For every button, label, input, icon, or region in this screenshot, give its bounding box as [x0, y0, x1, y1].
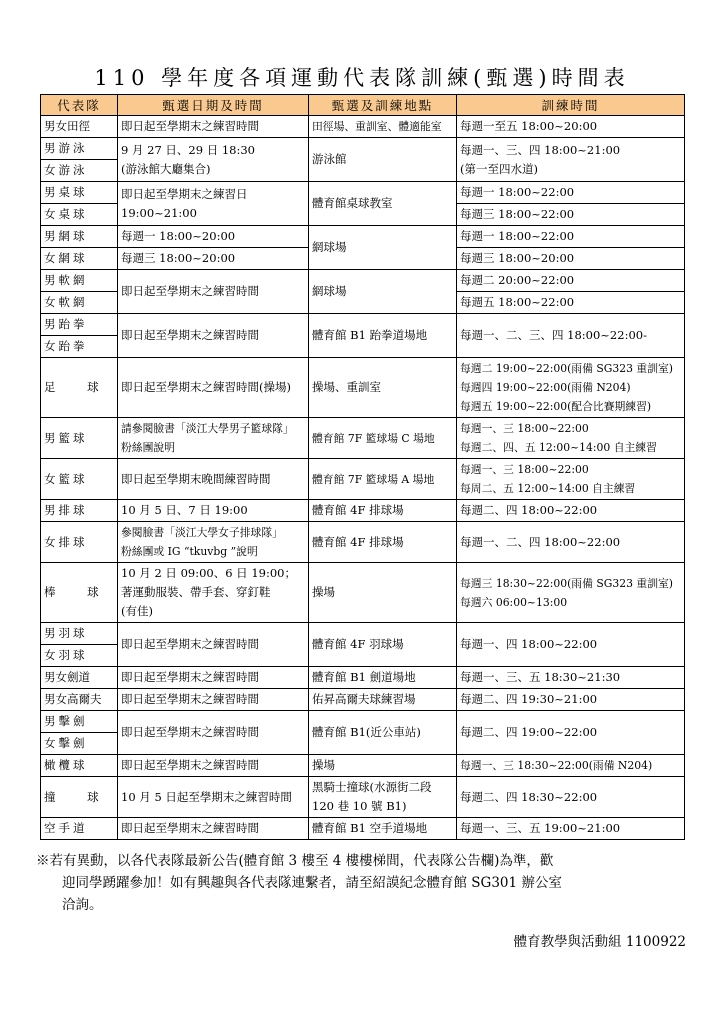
header-location: 甄選及訓練地點 — [309, 95, 457, 116]
team-cell: 男跆拳 — [41, 314, 118, 336]
date-cell: 即日起至學期末之練習時間 — [118, 689, 309, 711]
team-cell: 女排球 — [41, 522, 118, 563]
document-title: 110 學年度各項運動代表隊訓練(甄選)時間表 — [94, 66, 630, 90]
team-cell: 棒 球 — [41, 563, 118, 623]
place-cell: 田徑場、重訓室、體適能室 — [309, 116, 457, 138]
team-cell: 男桌球 — [41, 182, 118, 204]
time-cell: 每週二、四 19:30~21:00 — [457, 689, 685, 711]
date-line: 粉絲團或 IG “tkuvbg ”說明 — [121, 545, 258, 558]
place-cell: 體育館 B1 跆拳道場地 — [309, 314, 457, 358]
time-cell — [457, 563, 685, 623]
schedule-table — [40, 94, 685, 840]
date-line: 即日起至學期末之練習日 — [121, 186, 248, 201]
time-cell: 每週一、三、五 19:00~21:00 — [457, 818, 685, 840]
time-line: (第一至四水道) — [460, 161, 538, 176]
table-row — [41, 711, 685, 733]
date-cell: 即日起至學期末之練習時間 — [118, 623, 309, 667]
team-cell: 男籃球 — [41, 418, 118, 459]
time-line: 每週一、三 18:00~22:00 — [460, 463, 589, 476]
date-cell: 10 月 5 日起至學期末之練習時間 — [118, 777, 309, 818]
time-line: 每週二、四、五 12:00~14:00 自主練習 — [460, 441, 657, 454]
team-cell: 女籃球 — [41, 459, 118, 500]
date-cell: 即日起至學期末之練習時間 — [118, 116, 309, 138]
team-cell: 男羽球 — [41, 623, 118, 645]
time-line: 每週五 19:00~22:00(配合比賽期練習) — [460, 400, 652, 413]
date-cell: 即日起至學期末之練習時間 — [118, 314, 309, 358]
time-line: 每週四 19:00~22:00(雨備 N204) — [460, 381, 631, 394]
date-line: (有佳) — [121, 604, 153, 618]
table-row — [41, 270, 685, 292]
table-row — [41, 182, 685, 204]
time-cell: 每週一、二、四 18:00~22:00 — [457, 522, 685, 563]
team-cell: 男軟網 — [41, 270, 118, 292]
place-cell: 體育館 4F 排球場 — [309, 500, 457, 522]
time-cell: 每週三 18:00~20:00 — [457, 248, 685, 270]
footnote-line: 洽詢。 — [62, 897, 103, 913]
place-cell: 游泳館 — [309, 138, 457, 182]
header-training-time: 訓練時間 — [457, 95, 685, 116]
time-cell — [457, 138, 685, 182]
time-cell: 每週五 18:00~22:00 — [457, 292, 685, 314]
table-row — [41, 563, 685, 623]
header-selection-date: 甄選日期及時間 — [118, 95, 309, 116]
time-line: 每週三 18:30~22:00(雨備 SG323 重訓室) — [460, 576, 674, 590]
place-cell: 佑昇高爾夫球練習場 — [309, 689, 457, 711]
time-cell: 每週一、三 18:30~22:00(雨備 N204) — [457, 755, 685, 777]
header-team: 代表隊 — [41, 95, 118, 116]
place-cell: 操場、重訓室 — [309, 358, 457, 418]
date-cell: 即日起至學期末之練習時間 — [118, 755, 309, 777]
table-row — [41, 500, 685, 522]
time-line: 每周二、五 12:00~14:00 自主練習 — [460, 482, 636, 495]
table-row — [41, 755, 685, 777]
team-cell: 男排球 — [41, 500, 118, 522]
date-cell — [118, 138, 309, 182]
time-line: 每週二 19:00~22:00(雨備 SG323 重訓室) — [460, 362, 674, 375]
date-line: 9 月 27 日、29 日 18:30 — [121, 142, 256, 157]
time-cell: 每週一、四 18:00~22:00 — [457, 623, 685, 667]
team-cell: 女擊劍 — [41, 733, 118, 755]
team-cell: 女游泳 — [41, 160, 118, 182]
date-cell: 即日起至學期末晚間練習時間 — [118, 459, 309, 500]
table-row — [41, 138, 685, 160]
team-cell: 男網球 — [41, 226, 118, 248]
team-cell: 撞 球 — [41, 777, 118, 818]
table-row — [41, 314, 685, 336]
time-cell: 每週一至五 18:00~20:00 — [457, 116, 685, 138]
place-cell: 體育館 4F 排球場 — [309, 522, 457, 563]
date-line: 請參閱臉書「淡江大學男子籃球隊」 — [121, 422, 294, 435]
time-cell — [457, 358, 685, 418]
place-cell: 網球場 — [309, 270, 457, 314]
place-line: 黑騎士撞球(水源街二段 — [312, 780, 432, 794]
team-cell: 男女高爾夫 — [41, 689, 118, 711]
table-row — [41, 667, 685, 689]
date-cell: 即日起至學期末之練習時間 — [118, 818, 309, 840]
date-line: 粉絲團說明 — [121, 441, 175, 454]
place-cell: 體育館 7F 籃球場 C 場地 — [309, 418, 457, 459]
team-cell: 男女劍道 — [41, 667, 118, 689]
time-cell: 每週一、二、三、四 18:00~22:00- — [457, 314, 685, 358]
time-cell — [457, 418, 685, 459]
table-row — [41, 522, 685, 563]
table-row — [41, 459, 685, 500]
table-row — [41, 226, 685, 248]
date-cell: 10 月 5 日、7 日 19:00 — [118, 500, 309, 522]
footnote-line: ※若有異動，以各代表隊最新公告(體育館 3 樓至 4 樓樓梯間，代表隊公告欄)為準，歡 — [36, 853, 554, 869]
footnote — [36, 850, 688, 916]
date-cell — [118, 182, 309, 226]
team-cell: 空手道 — [41, 818, 118, 840]
date-cell: 即日起至學期末之練習時間 — [118, 270, 309, 314]
team-cell: 女跆拳 — [41, 336, 118, 358]
table-row — [41, 418, 685, 459]
team-cell: 足 球 — [41, 358, 118, 418]
place-cell — [309, 777, 457, 818]
time-cell: 每週二、四 19:00~22:00 — [457, 711, 685, 755]
date-cell: 即日起至學期末之練習時間 — [118, 711, 309, 755]
date-line: 10 月 2 日 09:00、6 日 19:00； — [121, 566, 296, 580]
team-cell: 男游泳 — [41, 138, 118, 160]
date-cell — [118, 563, 309, 623]
team-cell: 女桌球 — [41, 204, 118, 226]
time-cell: 每週二 20:00~22:00 — [457, 270, 685, 292]
date-cell: 每週三 18:00~20:00 — [118, 248, 309, 270]
date-line: (游泳館大廳集合) — [121, 161, 211, 176]
team-cell: 男女田徑 — [41, 116, 118, 138]
table-row — [41, 689, 685, 711]
team-cell: 女軟網 — [41, 292, 118, 314]
time-cell — [457, 459, 685, 500]
time-line: 每週一、三 18:00~22:00 — [460, 422, 589, 435]
place-cell: 體育館 B1 空手道場地 — [309, 818, 457, 840]
date-cell — [118, 522, 309, 563]
place-cell: 操場 — [309, 563, 457, 623]
time-line: 每週一、三、四 18:00~21:00 — [460, 142, 621, 157]
team-cell: 橄欖球 — [41, 755, 118, 777]
time-cell: 每週一 18:00~22:00 — [457, 226, 685, 248]
place-cell: 操場 — [309, 755, 457, 777]
place-cell: 體育館 4F 羽球場 — [309, 623, 457, 667]
place-cell: 體育館 B1 劍道場地 — [309, 667, 457, 689]
table-row — [41, 358, 685, 418]
footnote-line: 迎同學踴躍參加！如有興趣與各代表隊連繫者，請至紹謨紀念體育館 SG301 辦公室 — [62, 875, 562, 891]
date-cell: 即日起至學期末之練習時間(操場) — [118, 358, 309, 418]
place-cell: 體育館 B1(近公車站) — [309, 711, 457, 755]
time-line: 每週六 06:00~13:00 — [460, 595, 568, 609]
table-header-row — [41, 95, 685, 116]
date-cell: 每週一 18:00~20:00 — [118, 226, 309, 248]
place-cell: 網球場 — [309, 226, 457, 270]
time-cell: 每週二、四 18:30~22:00 — [457, 777, 685, 818]
date-cell — [118, 418, 309, 459]
date-line: 19:00~21:00 — [121, 205, 197, 220]
team-cell: 女網球 — [41, 248, 118, 270]
date-cell: 即日起至學期末之練習時間 — [118, 667, 309, 689]
table-row — [41, 116, 685, 138]
time-cell: 每週一、三、五 18:30~21:30 — [457, 667, 685, 689]
table-row — [41, 777, 685, 818]
issuer-signature: 體育教學與活動組 1100922 — [513, 934, 686, 950]
time-cell: 每週三 18:00~22:00 — [457, 204, 685, 226]
date-line: 參閱臉書「淡江大學女子排球隊」 — [121, 526, 283, 539]
team-cell: 男擊劍 — [41, 711, 118, 733]
table-row — [41, 818, 685, 840]
time-cell: 每週二、四 18:00~22:00 — [457, 500, 685, 522]
place-cell: 體育館桌球教室 — [309, 182, 457, 226]
time-cell: 每週一 18:00~22:00 — [457, 182, 685, 204]
place-cell: 體育館 7F 籃球場 A 場地 — [309, 459, 457, 500]
place-line: 120 巷 10 號 B1) — [312, 799, 407, 813]
date-line: 著運動服裝、帶手套、穿釘鞋 — [121, 585, 271, 599]
table-row — [41, 623, 685, 645]
team-cell: 女羽球 — [41, 645, 118, 667]
